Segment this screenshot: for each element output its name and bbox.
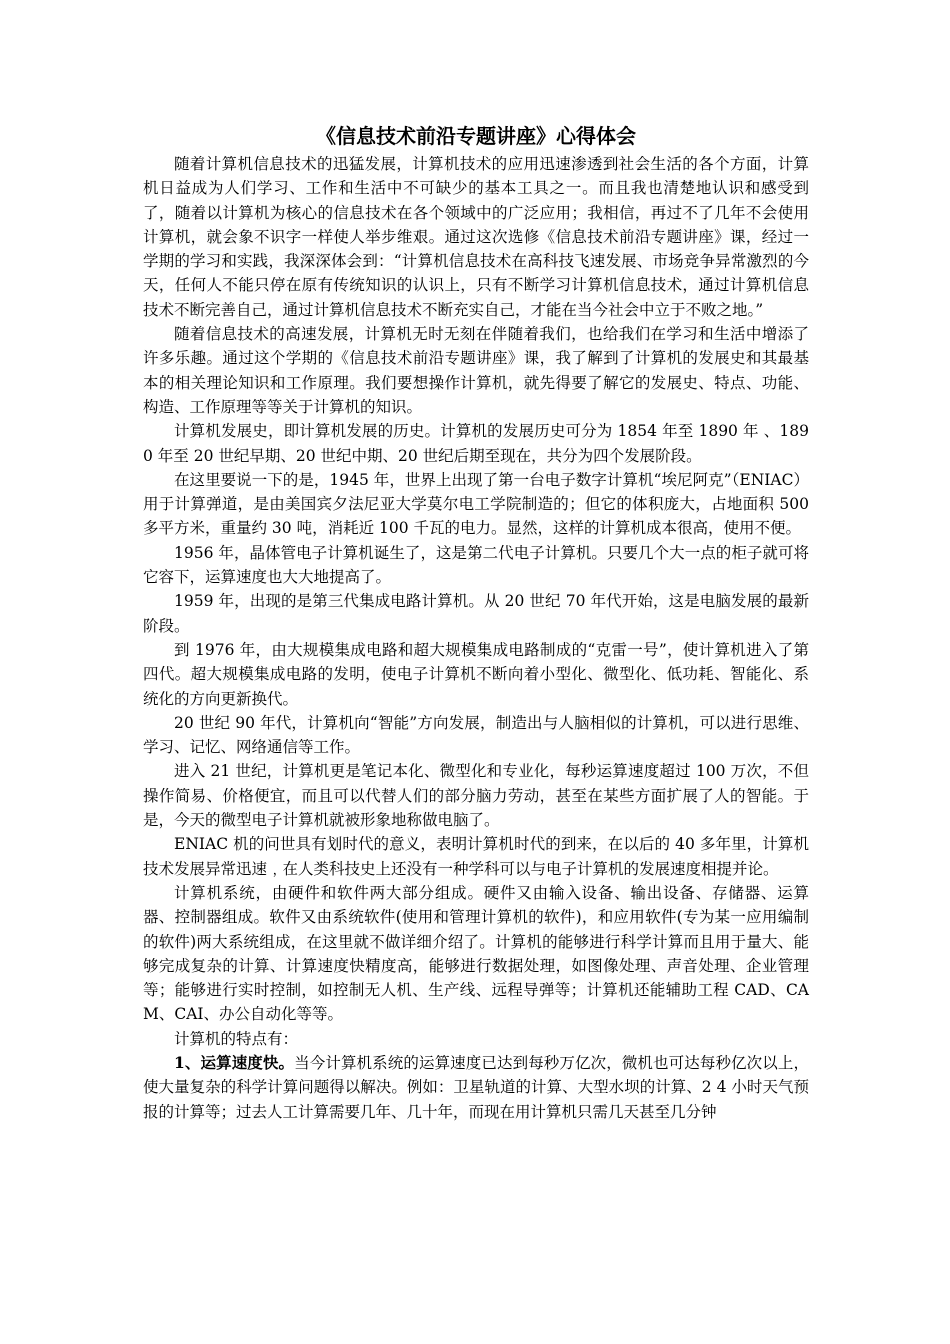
feature-speed-text: 当今计算机系统的运算速度已达到每秒万亿次，微机也可达每秒亿次以上，使大量复杂的科学计算问题得以解决。例如：卫星轨道的计算、大型水坝的计算、2 4 小时天气预报的计算等；过去人工计算需要几年、几十年，而现在用计算机只需几天甚至几分钟 xyxy=(143,1053,809,1121)
paragraph-1990s: 20 世纪 90 年代，计算机向“智能”方向发展，制造出与人脑相似的计算机，可以进行思维、学习、记忆、网络通信等工作。 xyxy=(143,713,809,757)
paragraph-computer-system: 计算机系统，由硬件和软件两大部分组成。硬件又由输入设备、输出设备、存储器、运算器、控制器组成。软件又由系统软件(使用和管理计算机的软件)，和应用软件(专为某一应用编制的软件)两大系统组成，在这里就不做详细介绍了。计算机的能够进行科学计算而且用于量大、能够完成复杂的计算、计算速度快精度高，能够进行数据处理，如图像处理、声音处理、企业管理等；能够进行实时控制，如控制无人机、生产线、远程导弹等；计算机还能辅助工程 CAD、CAM、CAI、办公自动化等等。 xyxy=(143,883,809,1024)
paragraph-intro: 随着计算机信息技术的迅猛发展，计算机技术的应用迅速渗透到社会生活的各个方面，计算机日益成为人们学习、工作和生活中不可缺少的基本工具之一。而且我也清楚地认识和感受到了，随着以计算机为核心的信息技术在各个领域中的广泛应用；我相信，再过不了几年不会使用计算机，就会象不识字一样使人举步维艰。通过这次选修《信息技术前沿专题讲座》课，经过一学期的学习和实践，我深深体会到：“计算机信息技术在高科技飞速发展、市场竞争异常激烈的今天，任何人不能只停在原有传统知识的认识上，只有不断学习计算机信息技术，通过计算机信息技术不断完善自己，通过计算机信息技术不断充实自己，才能在当今社会中立于不败之地。” xyxy=(143,155,809,319)
paragraph-features-heading: 计算机的特点有： xyxy=(174,1029,299,1048)
document-title: 《信息技术前沿专题讲座》心得体会 xyxy=(316,124,636,148)
paragraph-eniac: 在这里要说一下的是，1945 年，世界上出现了第一台电子数字计算机“埃尼阿克”（ENIAC）用于计算弹道，是由美国宾夕法尼亚大学莫尔电工学院制造的；但它的体积庞大，占地面积 500 多平方米，重量约 30 吨，消耗近 100 千瓦的电力。显然，这样的计算机成本很高，使用不便。 xyxy=(143,470,809,538)
paragraph-1976: 到 1976 年，由大规模集成电路和超大规模集成电路制成的“克雷一号”，使计算机进入了第四代。超大规模集成电路的发明，使电子计算机不断向着小型化、微型化、低功耗、智能化、系统化的方向更新换代。 xyxy=(143,640,809,708)
paragraph-history-stages: 计算机发展史，即计算机发展的历史。计算机的发展历史可分为 1854 年至 1890 年 、1890 年至 20 世纪早期、20 世纪中期、20 世纪后期至现在，共分为四个发展阶段。 xyxy=(143,422,809,465)
feature-speed-lead: 1、运算速度快。 xyxy=(174,1052,295,1072)
paragraph-eniac-significance: ENIAC 机的问世具有划时代的意义，表明计算机时代的到来，在以后的 40 多年里，计算机技术发展异常迅速﹐在人类科技史上还没有一种学科可以与电子计算机的发展速度相提并论。 xyxy=(143,835,809,878)
paragraph-feature-speed xyxy=(143,1051,809,1124)
paragraph-1956: 1956 年，晶体管电子计算机诞生了，这是第二代电子计算机。只要几个大一点的柜子就可将它容下，运算速度也大大地提高了。 xyxy=(143,543,809,587)
paragraph-21st-century: 进入 21 世纪，计算机更是笔记本化、微型化和专业化，每秒运算速度超过 100 万次，不但操作简易、价格便宜，而且可以代替人们的部分脑力劳动，甚至在某些方面扩展了人的智能。于是，今天的微型电子计算机就被形象地称做电脑了。 xyxy=(143,762,809,830)
document-page xyxy=(143,122,809,1124)
paragraph-1959: 1959 年，出现的是第三代集成电路计算机。从 20 世纪 70 年代开始，这是电脑发展的最新阶段。 xyxy=(143,592,809,635)
paragraph-course-learning: 随着信息技术的高速发展，计算机无时无刻在伴随着我们，也给我们在学习和生活中增添了许多乐趣。通过这个学期的《信息技术前沿专题讲座》课，我了解到了计算机的发展史和其最基本的相关理论知识和工作原理。我们要想操作计算机，就先得要了解它的发展史、特点、功能、构造、工作原理等等关于计算机的知识。 xyxy=(143,325,809,416)
